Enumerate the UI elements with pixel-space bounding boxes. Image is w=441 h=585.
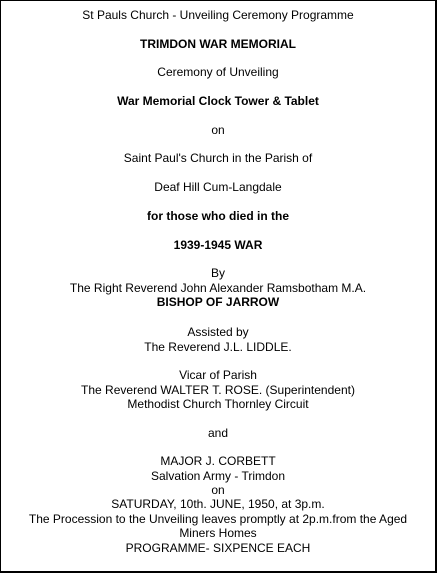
by-line: By: [210, 266, 225, 280]
salvation-army-line: Salvation Army - Trimdon: [150, 469, 286, 483]
and-line: and: [207, 426, 229, 440]
dedication-line: for those who died in the: [147, 209, 289, 223]
vicar-circuit: Methodist Church Thornley Circuit: [127, 397, 309, 411]
memorial-object: War Memorial Clock Tower & Tablet: [117, 94, 319, 108]
vicar-label: Vicar of Parish: [179, 368, 257, 382]
bishop-title: BISHOP OF JARROW: [156, 295, 280, 309]
procession-line-1: The Procession to the Unveiling leaves promptly at 2p.m.from the Aged: [28, 512, 408, 526]
assisted-by-line: Assisted by: [187, 325, 249, 339]
war-line: 1939-1945 WAR: [173, 238, 263, 252]
date-line: SATURDAY, 10th. JUNE, 1950, at 3p.m.: [111, 497, 325, 511]
vicar-name: The Reverend WALTER T. ROSE. (Superintendent): [81, 383, 355, 397]
procession-line-2: Miners Homes: [179, 526, 257, 540]
on-line-2: on: [211, 483, 225, 497]
programme-header: St Pauls Church - Unveiling Ceremony Programme: [82, 8, 354, 22]
parish-line: Deaf Hill Cum-Langdale: [154, 180, 282, 194]
assistant-name: The Reverend J.L. LIDDLE.: [144, 340, 292, 354]
major-name: MAJOR J. CORBETT: [160, 454, 276, 468]
memorial-name: TRIMDON WAR MEMORIAL: [140, 37, 296, 51]
on-line-1: on: [211, 123, 225, 137]
price-line: PROGRAMME- SIXPENCE EACH: [125, 541, 311, 555]
ceremony-line: Ceremony of Unveiling: [157, 65, 279, 79]
bishop-name: The Right Reverend John Alexander Ramsbotham M.A.: [69, 281, 367, 295]
church-line: Saint Paul's Church in the Parish of: [123, 151, 313, 165]
